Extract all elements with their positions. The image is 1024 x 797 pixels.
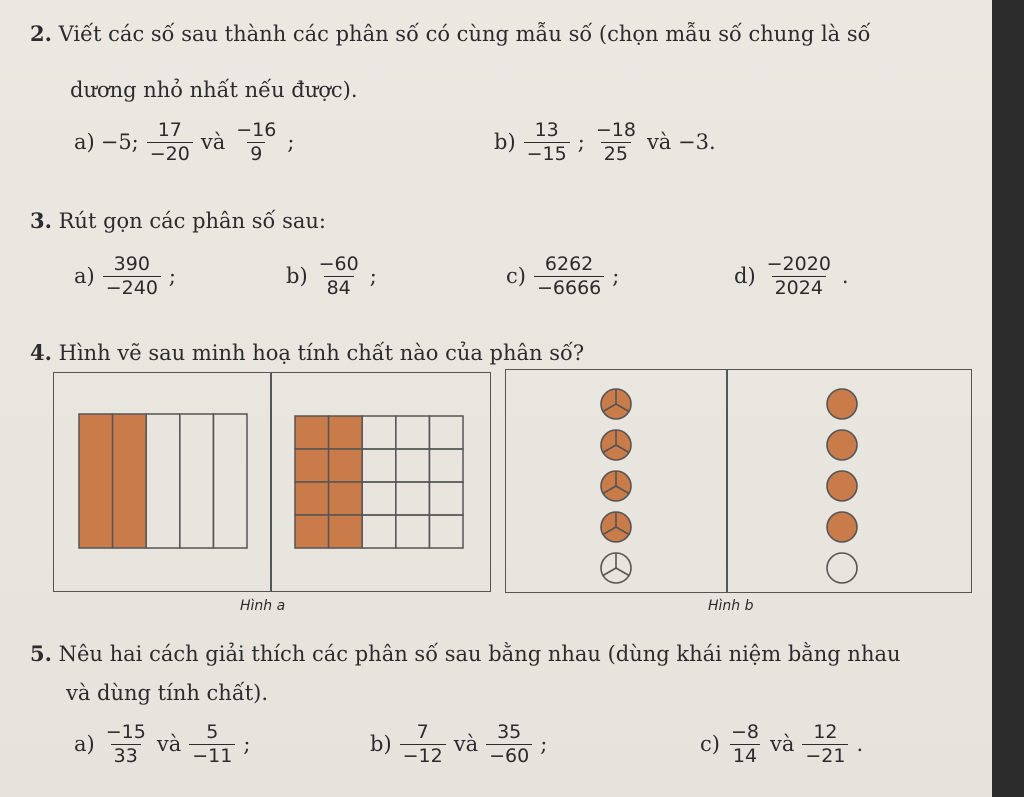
figure-a-grid-cell-4-5 — [429, 515, 463, 548]
q2a-label: a) — [74, 130, 95, 155]
q3-line — [30, 208, 326, 234]
q3a-fraction: $\frac{390}{-240}$ — [103, 254, 161, 298]
q4-text: Hình vẽ sau minh hoạ tính chất nào của phân số? — [58, 341, 585, 365]
q5-text-1: Nêu hai cách giải thích các phân số sau bằng nhau (dùng khái niệm bằng nhau — [58, 642, 901, 666]
figure-a-grid-cell-4-1 — [295, 515, 329, 548]
figure-a-right-grid — [294, 415, 464, 549]
figure-b-right-circle-4 — [827, 512, 857, 542]
figure-b-frame — [505, 369, 972, 593]
page-edge-shadow — [992, 0, 1024, 797]
q5b-fraction-1: $\frac{7}{-12}$ — [400, 722, 446, 766]
q2a-fraction-1: $\frac{17}{-20}$ — [147, 120, 193, 164]
figure-a-grid-cell-2-1 — [295, 449, 329, 482]
figure-b-left-circle-5-radius-left — [603, 568, 616, 576]
q2b-label: b) — [494, 130, 516, 155]
q5-line-1 — [30, 641, 901, 667]
q5a-fraction-1: $\frac{-15}{33}$ — [105, 721, 146, 767]
figure-a-grid-cell-1-2 — [329, 416, 363, 449]
figure-a-left-rectangle — [78, 413, 248, 549]
q3c-fraction: $\frac{6262}{-6666}$ — [534, 254, 604, 298]
figure-a-left-part-3 — [146, 414, 180, 548]
q5a-fraction-2: $\frac{5}{-11}$ — [189, 722, 235, 766]
figure-a-left-part-2 — [113, 414, 147, 548]
figure-b-right-circle-5 — [827, 553, 857, 583]
figure-a-grid-cell-3-5 — [429, 482, 463, 515]
q5-number: 5. — [30, 641, 52, 666]
figure-a-grid-cell-4-2 — [329, 515, 363, 548]
q2a-fraction-2: $\frac{-16}{9}$ — [236, 119, 277, 165]
figure-b-left-circles — [596, 386, 636, 586]
q2-item-b: b) $\frac{13}{-15}$ ; $\frac{-18}{25}$ và −3. — [494, 119, 716, 165]
figure-a-grid-cell-2-4 — [396, 449, 430, 482]
figure-a-divider — [270, 373, 272, 591]
q3d-fraction: $\frac{-2020}{2024}$ — [766, 253, 831, 299]
q3-text: Rút gọn các phân số sau: — [58, 209, 326, 233]
figure-a-grid-cell-1-5 — [429, 416, 463, 449]
q5-item-a: a) $\frac{-15}{33}$ và $\frac{5}{-11}$ ; — [74, 721, 251, 767]
figure-a-grid-cell-4-3 — [362, 515, 396, 548]
figure-a-grid-cell-4-4 — [396, 515, 430, 548]
q5b-fraction-2: $\frac{35}{-60}$ — [486, 722, 532, 766]
q3-number: 3. — [30, 208, 52, 233]
figure-b-right-circle-2 — [827, 430, 857, 460]
q2-number: 2. — [30, 21, 52, 46]
figure-a-grid-cell-1-4 — [396, 416, 430, 449]
q3-item-c: c) $\frac{6262}{-6666}$ ; — [506, 253, 620, 299]
q5c-fraction-1: $\frac{-8}{14}$ — [730, 721, 759, 767]
figure-a-grid-cell-1-3 — [362, 416, 396, 449]
figure-a-grid-cell-3-2 — [329, 482, 363, 515]
q5c-fraction-2: $\frac{12}{-21}$ — [802, 722, 848, 766]
q2b-fraction-1: $\frac{13}{-15}$ — [524, 120, 570, 164]
q2b-fraction-2: $\frac{-18}{25}$ — [595, 119, 636, 165]
q3-item-d: d) $\frac{-2020}{2024}$ . — [734, 253, 849, 299]
q2a-integer: −5; — [100, 130, 139, 155]
q2-line-1 — [30, 21, 871, 47]
figure-b-right-circles — [822, 386, 862, 586]
figure-a-grid-cell-3-4 — [396, 482, 430, 515]
figure-a-grid-cell-2-2 — [329, 449, 363, 482]
figure-a-grid-cell-2-5 — [429, 449, 463, 482]
q5-item-c: c) $\frac{-8}{14}$ và $\frac{12}{-21}$ . — [700, 721, 864, 767]
figure-a-grid-cell-1-1 — [295, 416, 329, 449]
q2-text-1: Viết các số sau thành các phân số có cùng mẫu số (chọn mẫu số chung là số — [58, 22, 871, 46]
q2b-rest: và −3. — [646, 130, 716, 155]
q3-item-a: a) $\frac{390}{-240}$ ; — [74, 253, 176, 299]
q2a-and: và — [200, 130, 226, 155]
figure-a-frame — [53, 372, 491, 592]
q2-line-2: dương nhỏ nhất nếu được). — [70, 78, 358, 102]
q5-line-2: và dùng tính chất). — [66, 681, 269, 705]
figure-b-right-circle-1 — [827, 389, 857, 419]
figure-a-grid-cell-2-3 — [362, 449, 396, 482]
q4-number: 4. — [30, 340, 52, 365]
figure-b-caption: Hình b — [708, 598, 754, 614]
q3b-fraction: $\frac{-60}{84}$ — [318, 253, 359, 299]
figure-a-caption: Hình a — [240, 598, 286, 614]
q3-item-b: b) $\frac{-60}{84}$ ; — [286, 253, 377, 299]
q2-item-a: a) −5; $\frac{17}{-20}$ và $\frac{-16}{9}$ ; — [74, 119, 295, 165]
q4-line — [30, 340, 584, 366]
figure-b-divider — [726, 370, 728, 592]
figure-a-grid-cell-3-1 — [295, 482, 329, 515]
figure-a-left-part-1 — [79, 414, 113, 548]
q5-item-b: b) $\frac{7}{-12}$ và $\frac{35}{-60}$ ; — [370, 721, 548, 767]
figure-a-left-part-5 — [213, 414, 247, 548]
figure-b-left-circle-5-radius-right — [616, 568, 629, 576]
figure-b-right-circle-3 — [827, 471, 857, 501]
figure-a-left-part-4 — [180, 414, 214, 548]
figure-a-grid-cell-3-3 — [362, 482, 396, 515]
